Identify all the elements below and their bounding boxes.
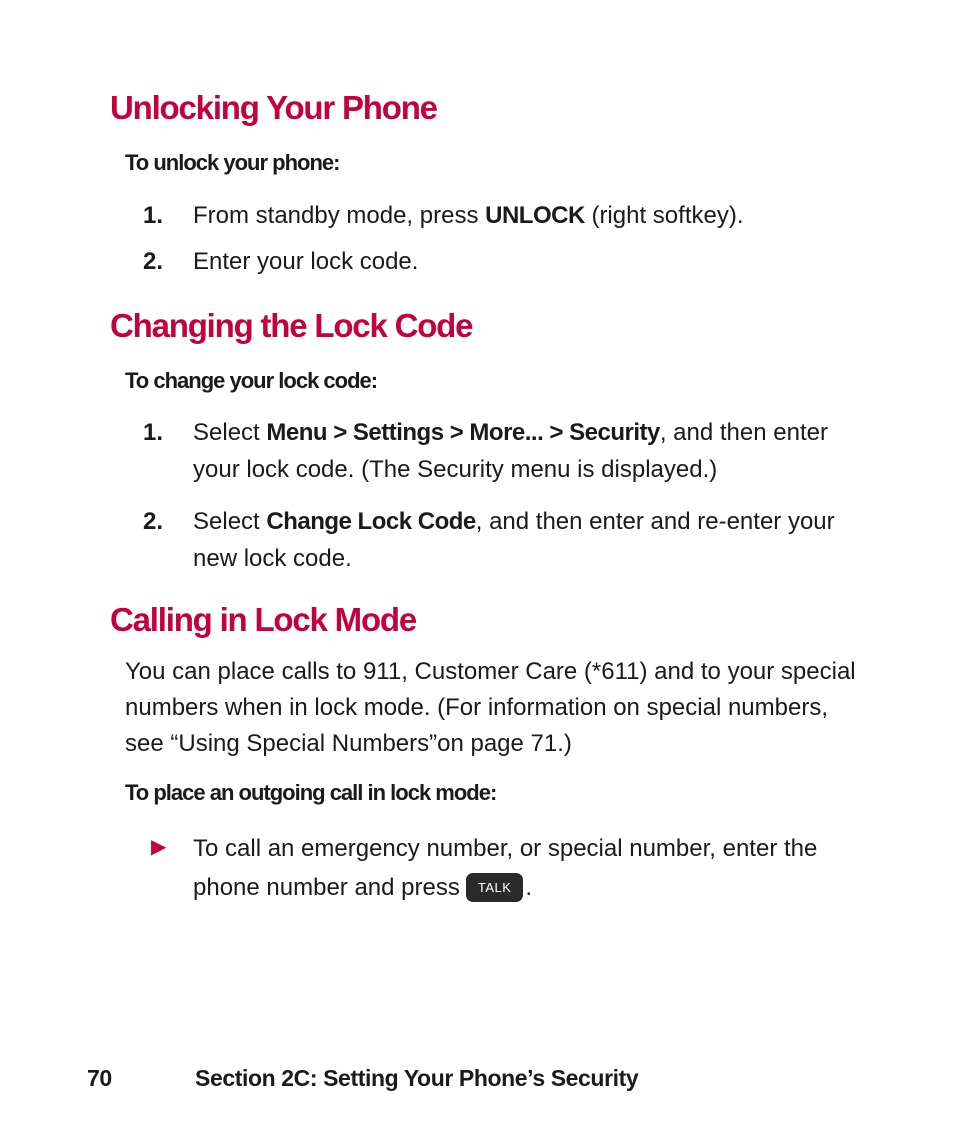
heading-unlocking-your-phone: Unlocking Your Phone [110,89,437,126]
page-number: 70 [87,1065,112,1091]
lock-mode-paragraph: You can place calls to 911, Customer Care (*611) and to your special numbers when in lock mode. (For information on special numbers, see “Using Special Numbers”on page 71.) [125,658,856,757]
step-text: Select Menu > Settings > More... > Security, and then enter your lock code. (The Security menu is displayed.) [193,419,828,483]
change-lock-code-label: Change Lock Code [266,508,476,535]
bullet-text: To call an emergency number, or special number, enter the phone number and press TALK . [193,835,818,901]
subhead-to-place-call: To place an outgoing call in lock mode: [125,780,497,805]
step-number: 2. [143,508,164,535]
heading-calling-in-lock-mode: Calling in Lock Mode [110,601,417,638]
unlock-key-label: UNLOCK [485,202,585,229]
heading-changing-lock-code: Changing the Lock Code [110,307,473,344]
step-text: From standby mode, press UNLOCK (right softkey). [193,202,744,229]
menu-path: Menu > Settings > More... > Security [266,419,660,446]
step-number: 1. [143,202,164,229]
subhead-to-change: To change your lock code: [125,368,378,393]
talk-key-icon: TALK [466,873,524,902]
step-number: 2. [143,248,164,275]
subhead-to-unlock: To unlock your phone: [125,150,340,175]
step-number: 1. [143,419,164,446]
right-triangle-bullet-icon: ▶ [151,836,167,858]
step-text: Enter your lock code. [193,248,419,275]
step-text: Select Change Lock Code, and then enter and re-enter your new lock code. [193,508,835,572]
footer-section-title: Section 2C: Setting Your Phone’s Security [195,1065,639,1091]
